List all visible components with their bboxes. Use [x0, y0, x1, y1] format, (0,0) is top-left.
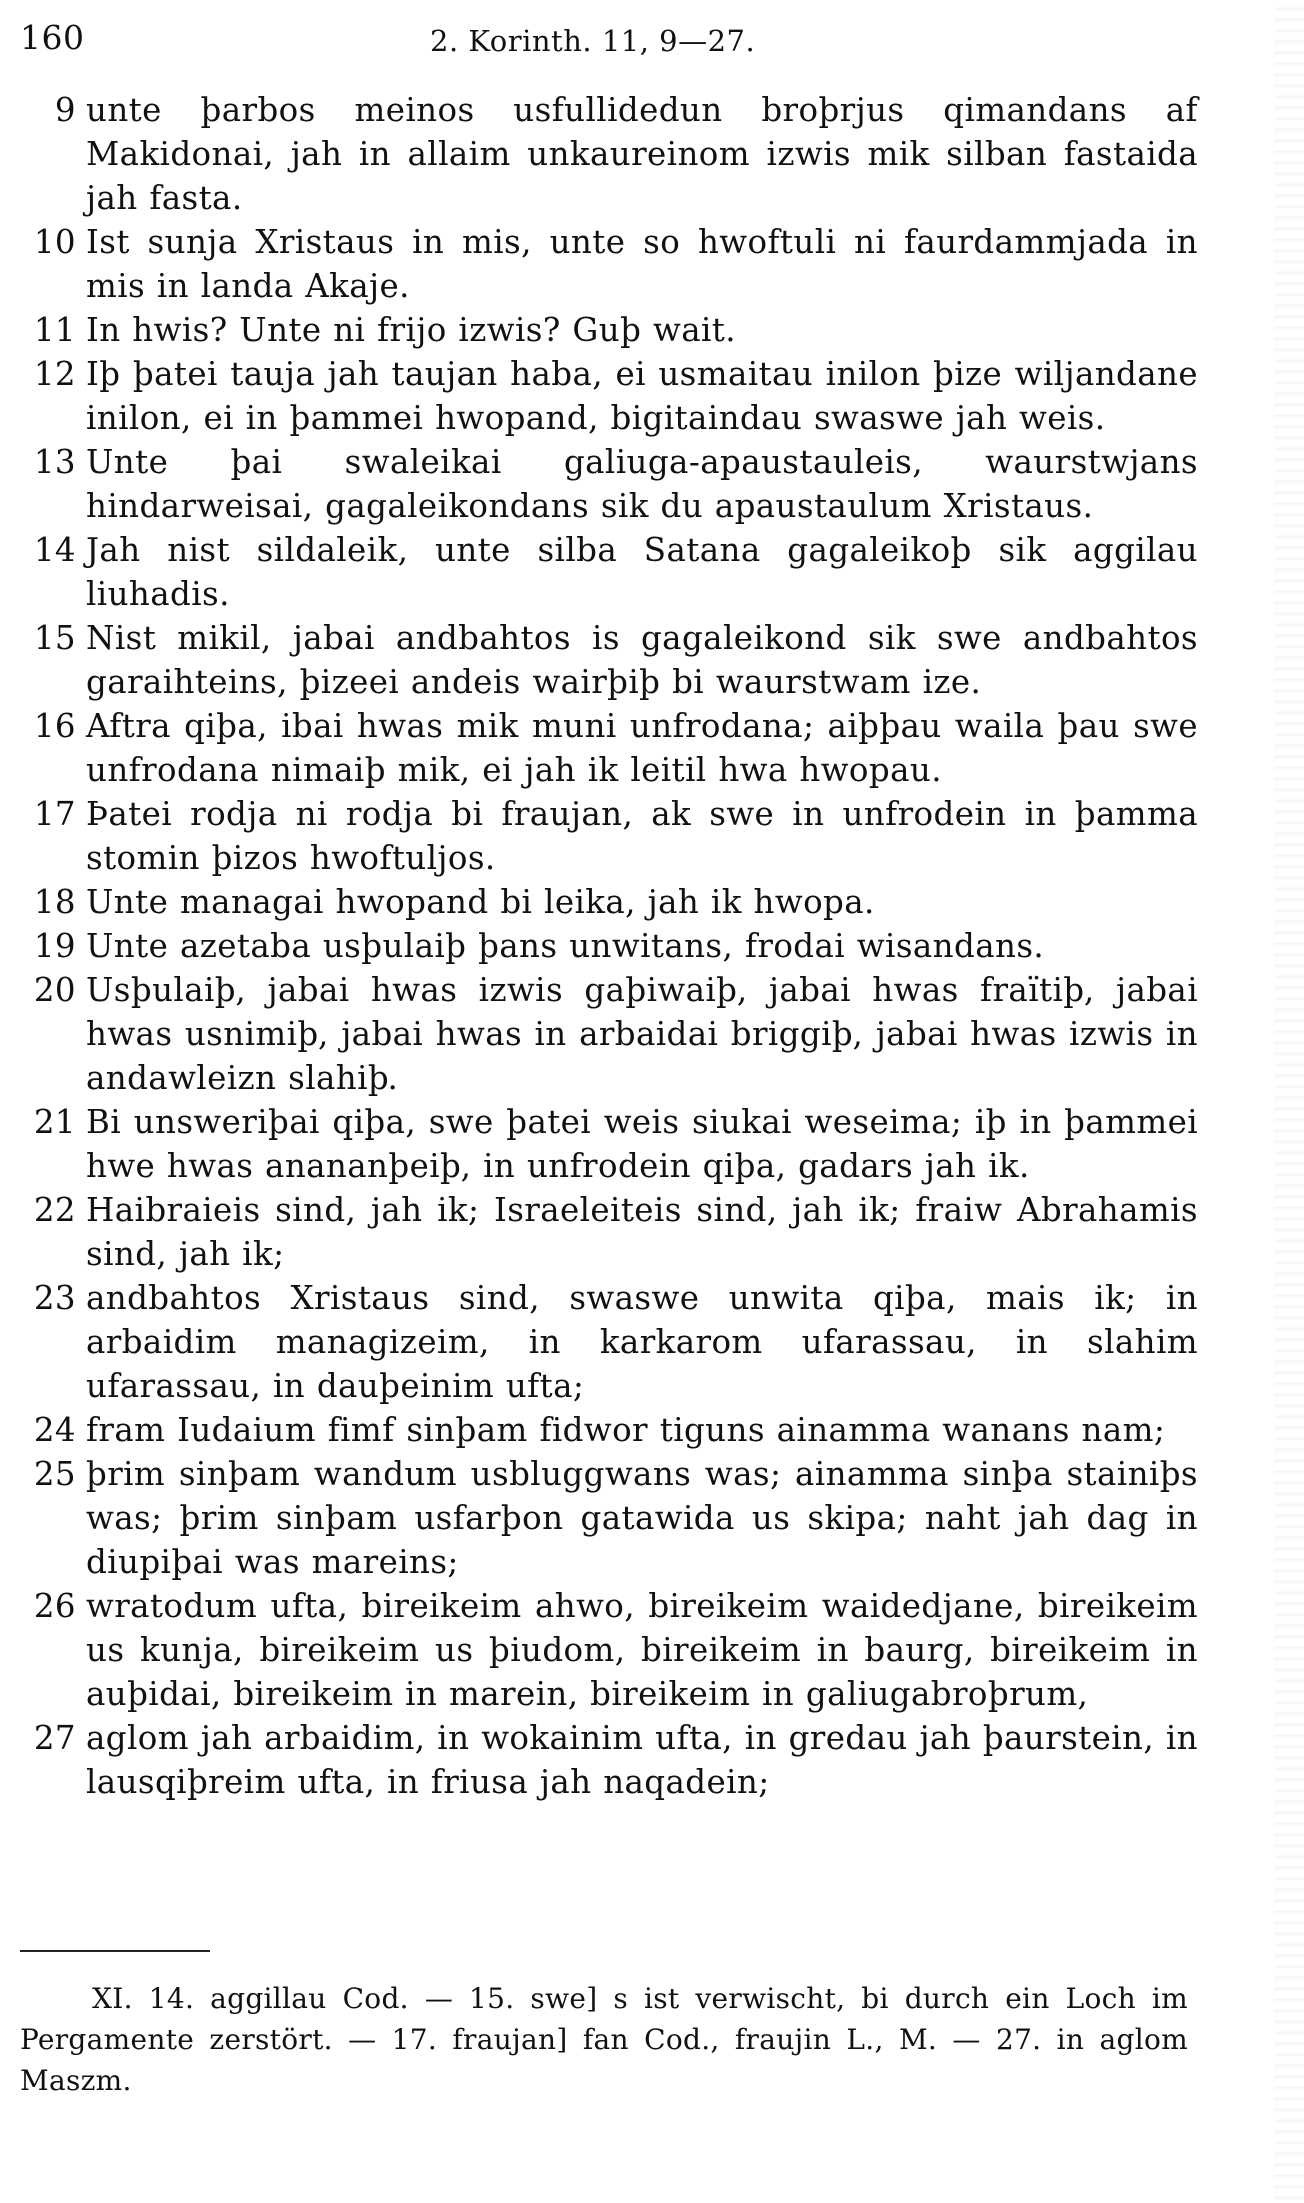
verse-number: 14 [33, 531, 76, 569]
verse-12 [20, 352, 1198, 440]
verse-24 [20, 1408, 1198, 1452]
verse-number: 26 [33, 1587, 76, 1625]
verse-text: andbahtos Xristaus sind, swaswe unwita qiþa, mais ik; in arbaidim managizeim, in karkarom ufarassau, in slahim ufarassau, in dauþeinim ufta; [86, 1279, 1198, 1405]
verse-18 [20, 880, 1198, 924]
verse-number: 25 [33, 1455, 76, 1493]
page-number: 160 [20, 18, 85, 57]
verse-text: Bi unsweriþai qiþa, swe þatei weis siukai weseima; iþ in þammei hwe hwas anananþeiþ, in unfrodein qiþa, gadars jah ik. [86, 1103, 1198, 1185]
verse-text: unte þarbos meinos usfullidedun broþrjus qimandans af Makidonai, jah in allaim unkaureinom izwis mik silban fastaida jah fasta. [86, 91, 1198, 217]
verse-text: þrim sinþam wandum usbluggwans was; ainamma sinþa stainiþs was; þrim sinþam usfarþon gatawida us skipa; naht jah dag in diupiþai was mareins; [86, 1455, 1198, 1581]
verse-27 [20, 1716, 1198, 1804]
verse-text: Þatei rodja ni rodja bi fraujan, ak swe in unfrodein in þamma stomin þizos hwoftuljos. [86, 795, 1198, 877]
verse-text: Usþulaiþ, jabai hwas izwis gaþiwaiþ, jabai hwas fraïtiþ, jabai hwas usnimiþ, jabai hwas in arbaidai briggiþ, jabai hwas izwis in andawleizn slahiþ. [86, 971, 1198, 1097]
verse-number: 9 [54, 91, 76, 129]
verse-text: Jah nist sildaleik, unte silba Satana gagaleikoþ sik aggilau liuhadis. [86, 531, 1198, 613]
scan-edge [1274, 0, 1304, 2203]
verse-text: aglom jah arbaidim, in wokainim ufta, in gredau jah þaurstein, in lausqiþreim ufta, in friusa jah naqadein; [86, 1719, 1198, 1801]
verse-number: 10 [33, 223, 76, 261]
verse-22 [20, 1188, 1198, 1276]
verse-text: Haibraieis sind, jah ik; Israeleiteis sind, jah ik; fraiw Abrahamis sind, jah ik; [86, 1191, 1198, 1273]
verse-number: 15 [33, 619, 76, 657]
verse-text: Unte þai swaleikai galiuga-apaustauleis, waurstwjans hindarweisai, gagaleikondans sik du apaustaulum Xristaus. [86, 443, 1198, 525]
verse-text: Nist mikil, jabai andbahtos is gagaleikond sik swe andbahtos garaihteins, þizeei andeis wairþiþ bi waurstwam ize. [86, 619, 1198, 701]
verse-number: 22 [33, 1191, 76, 1229]
verse-number: 19 [33, 927, 76, 965]
verse-number: 24 [33, 1411, 76, 1449]
running-title: 2. Korinth. 11, 9—27. [430, 24, 756, 58]
verse-text: fram Iudaium fimf sinþam fidwor tiguns ainamma wanans nam; [86, 1411, 1166, 1449]
verse-number: 23 [33, 1279, 76, 1317]
verse-text: Unte azetaba usþulaiþ þans unwitans, frodai wisandans. [86, 927, 1045, 965]
footnote-rule [20, 1950, 210, 1952]
verse-text: wratodum ufta, bireikeim ahwo, bireikeim waidedjane, bireikeim us kunja, bireikeim us þiudom, bireikeim in baurg, bireikeim in auþidai, bireikeim in marein, bireikeim in galiugabroþrum, [86, 1587, 1198, 1713]
verse-13 [20, 440, 1198, 528]
verse-text: Iþ þatei tauja jah taujan haba, ei usmaitau inilon þize wiljandane inilon, ei in þammei hwopand, bigitaindau swaswe jah weis. [86, 355, 1198, 437]
verse-number: 16 [33, 707, 76, 745]
verse-number: 18 [33, 883, 76, 921]
verse-25 [20, 1452, 1198, 1584]
verse-number: 17 [33, 795, 76, 833]
verse-text: Unte managai hwopand bi leika, jah ik hwopa. [86, 883, 875, 921]
verse-26 [20, 1584, 1198, 1716]
verse-16 [20, 704, 1198, 792]
verse-23 [20, 1276, 1198, 1408]
page-header [20, 18, 1190, 68]
verse-number: 21 [33, 1103, 76, 1141]
verse-17 [20, 792, 1198, 880]
verse-text: In hwis? Unte ni frijo izwis? Guþ wait. [86, 311, 736, 349]
verse-10 [20, 220, 1198, 308]
verse-number: 11 [33, 311, 76, 349]
verse-15 [20, 616, 1198, 704]
verse-19 [20, 924, 1198, 968]
verse-9 [20, 88, 1198, 220]
verse-text: Ist sunja Xristaus in mis, unte so hwoftuli ni faurdammjada in mis in landa Akaje. [86, 223, 1198, 305]
verse-list [20, 88, 1198, 1804]
verse-20 [20, 968, 1198, 1100]
verse-14 [20, 528, 1198, 616]
verse-text: Aftra qiþa, ibai hwas mik muni unfrodana; aiþþau waila þau swe unfrodana nimaiþ mik, ei jah ik leitil hwa hwopau. [86, 707, 1198, 789]
footnote: XI. 14. aggillau Cod. — 15. swe] s ist verwischt, bi durch ein Loch im Pergamente zerstört. — 17. fraujan] fan Cod., fraujin L., M. — 27. in aglom Maszm. [20, 1982, 1188, 2097]
verse-number: 12 [33, 355, 76, 393]
verse-number: 20 [33, 971, 76, 1009]
verse-11 [20, 308, 1198, 352]
verse-number: 27 [33, 1719, 76, 1757]
verse-21 [20, 1100, 1198, 1188]
verse-number: 13 [33, 443, 76, 481]
